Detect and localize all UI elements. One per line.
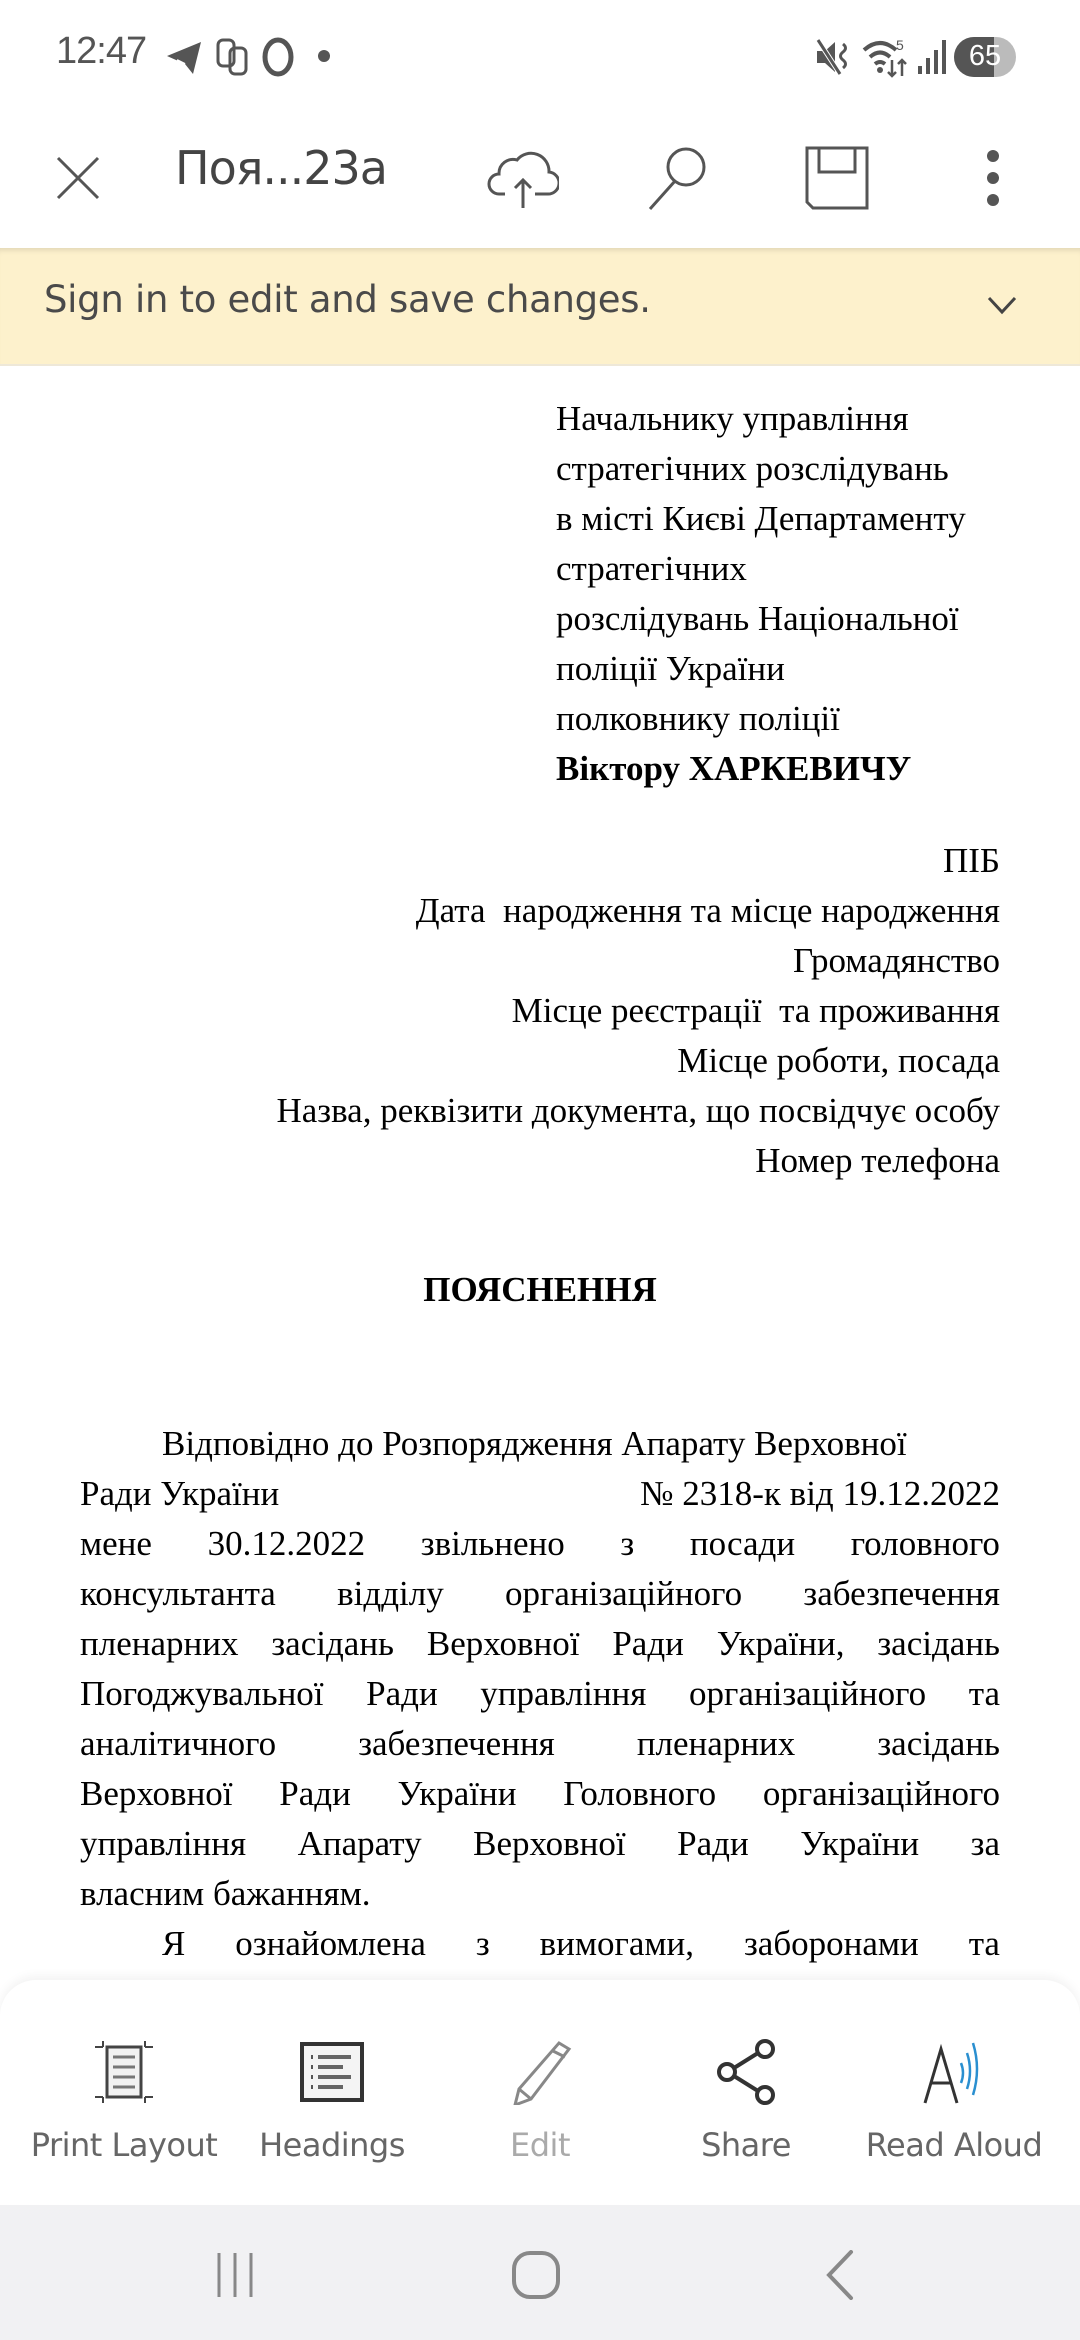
share-icon	[713, 2039, 779, 2105]
document-heading: ПОЯСНЕННЯ	[423, 1270, 657, 1309]
personal-field-line: Назва, реквізити документа, що посвідчує особу	[276, 1091, 1000, 1130]
copilot-icon	[212, 36, 252, 78]
back-button[interactable]	[790, 2235, 890, 2315]
document-page	[0, 366, 1080, 1980]
document-body	[80, 1419, 1000, 1969]
addressee-line: стратегічних	[556, 549, 747, 588]
recents-button[interactable]	[185, 2235, 285, 2315]
banner-message: Sign in to edit and save changes.	[44, 278, 651, 321]
status-time: 12:47	[56, 30, 147, 72]
headings-label: Headings	[259, 2126, 405, 2164]
personal-field-line: ПІБ	[942, 841, 1000, 880]
paragraph-line: власним бажанням.	[80, 1874, 371, 1913]
svg-text:5: 5	[896, 37, 904, 53]
dot-icon	[318, 50, 330, 62]
document-title[interactable]: Поя...23а	[175, 141, 387, 195]
addressee-line: Віктору ХАРКЕВИЧУ	[556, 749, 912, 788]
personal-field-line: Місце роботи, посада	[677, 1041, 1000, 1080]
paragraph-line: пленарних засідань Верховної Ради України, засідань	[80, 1624, 1000, 1663]
wifi-icon	[862, 36, 910, 80]
paragraph-line-right: № 2318-к від 19.12.2022	[640, 1474, 1000, 1513]
share-button[interactable]	[646, 2032, 846, 2172]
paragraph-line	[80, 1469, 1000, 1519]
headings-button[interactable]	[232, 2032, 432, 2172]
print-layout-label: Print Layout	[30, 2126, 218, 2164]
paragraph-line: мене 30.12.2022 звільнено з посади головного	[80, 1524, 1000, 1563]
save-button[interactable]	[792, 133, 882, 223]
paragraph-line: консультанта відділу організаційного забезпечення	[80, 1574, 1000, 1613]
personal-field-line: Номер телефона	[755, 1141, 1000, 1180]
cloud-upload-icon	[487, 146, 559, 210]
addressee-line: в місті Києві Департаменту	[556, 499, 966, 538]
addressee-line: поліції України	[556, 649, 785, 688]
close-icon	[54, 154, 102, 202]
more-icon	[983, 148, 1003, 208]
paragraph-line: Відповідно до Розпорядження Апарату Верховної	[162, 1424, 907, 1463]
save-icon	[805, 146, 869, 210]
personal-field-line: Громадянство	[792, 941, 1000, 980]
personal-fields-block	[276, 836, 1000, 1186]
personal-field-line: Місце реєстрації та проживання	[511, 991, 1000, 1030]
addressee-block	[556, 394, 966, 794]
sign-in-banner[interactable]	[0, 248, 1080, 366]
telegram-icon	[163, 36, 205, 78]
edit-label: Edit	[510, 2126, 570, 2164]
personal-field-line: Дата народження та місце народження	[415, 891, 1000, 930]
print-layout-icon	[91, 2039, 157, 2105]
close-button[interactable]	[33, 133, 123, 223]
paragraph-line: управління Апарату Верховної Ради України за	[80, 1824, 1000, 1863]
edit-button[interactable]	[440, 2032, 640, 2172]
addressee-line: розслідувань Національної	[556, 599, 959, 638]
addressee-line: Начальнику управління	[556, 399, 909, 438]
print-layout-button[interactable]	[24, 2032, 224, 2172]
paragraph-line: аналітичного забезпечення пленарних засідань	[80, 1724, 1000, 1763]
paragraph-line: Погоджувальної Ради управління організаційного та	[80, 1674, 1000, 1713]
read-aloud-icon	[921, 2039, 987, 2105]
opera-icon	[260, 36, 296, 78]
search-button[interactable]	[632, 133, 722, 223]
mute-icon	[814, 36, 852, 78]
back-icon	[825, 2250, 855, 2300]
addressee-line: полковнику поліції	[556, 699, 840, 738]
app-toolbar	[0, 115, 1080, 248]
battery-level: 65	[968, 40, 1002, 72]
home-button[interactable]	[486, 2235, 586, 2315]
system-nav-bar	[0, 2205, 1080, 2340]
recents-icon	[213, 2251, 257, 2299]
bottom-action-bar	[0, 1980, 1080, 2205]
paragraph-line-left: Ради України	[80, 1474, 280, 1513]
paragraph-line: Верховної Ради України Головного організаційного	[80, 1774, 1000, 1813]
home-icon	[511, 2250, 561, 2300]
upload-button[interactable]	[478, 133, 568, 223]
pencil-icon	[507, 2039, 573, 2105]
status-bar	[0, 0, 1080, 115]
read-aloud-button[interactable]	[854, 2032, 1054, 2172]
battery-indicator	[954, 37, 1016, 77]
chevron-down-icon[interactable]	[985, 288, 1019, 322]
share-label: Share	[701, 2126, 791, 2164]
more-options-button[interactable]	[948, 133, 1038, 223]
search-icon	[642, 143, 712, 213]
headings-icon	[299, 2041, 365, 2103]
signal-icon	[916, 36, 948, 78]
addressee-line: стратегічних розслідувань	[556, 449, 949, 488]
read-aloud-label: Read Aloud	[865, 2126, 1043, 2164]
paragraph-line: Я ознайомлена з вимогами, заборонами та	[162, 1924, 1000, 1963]
